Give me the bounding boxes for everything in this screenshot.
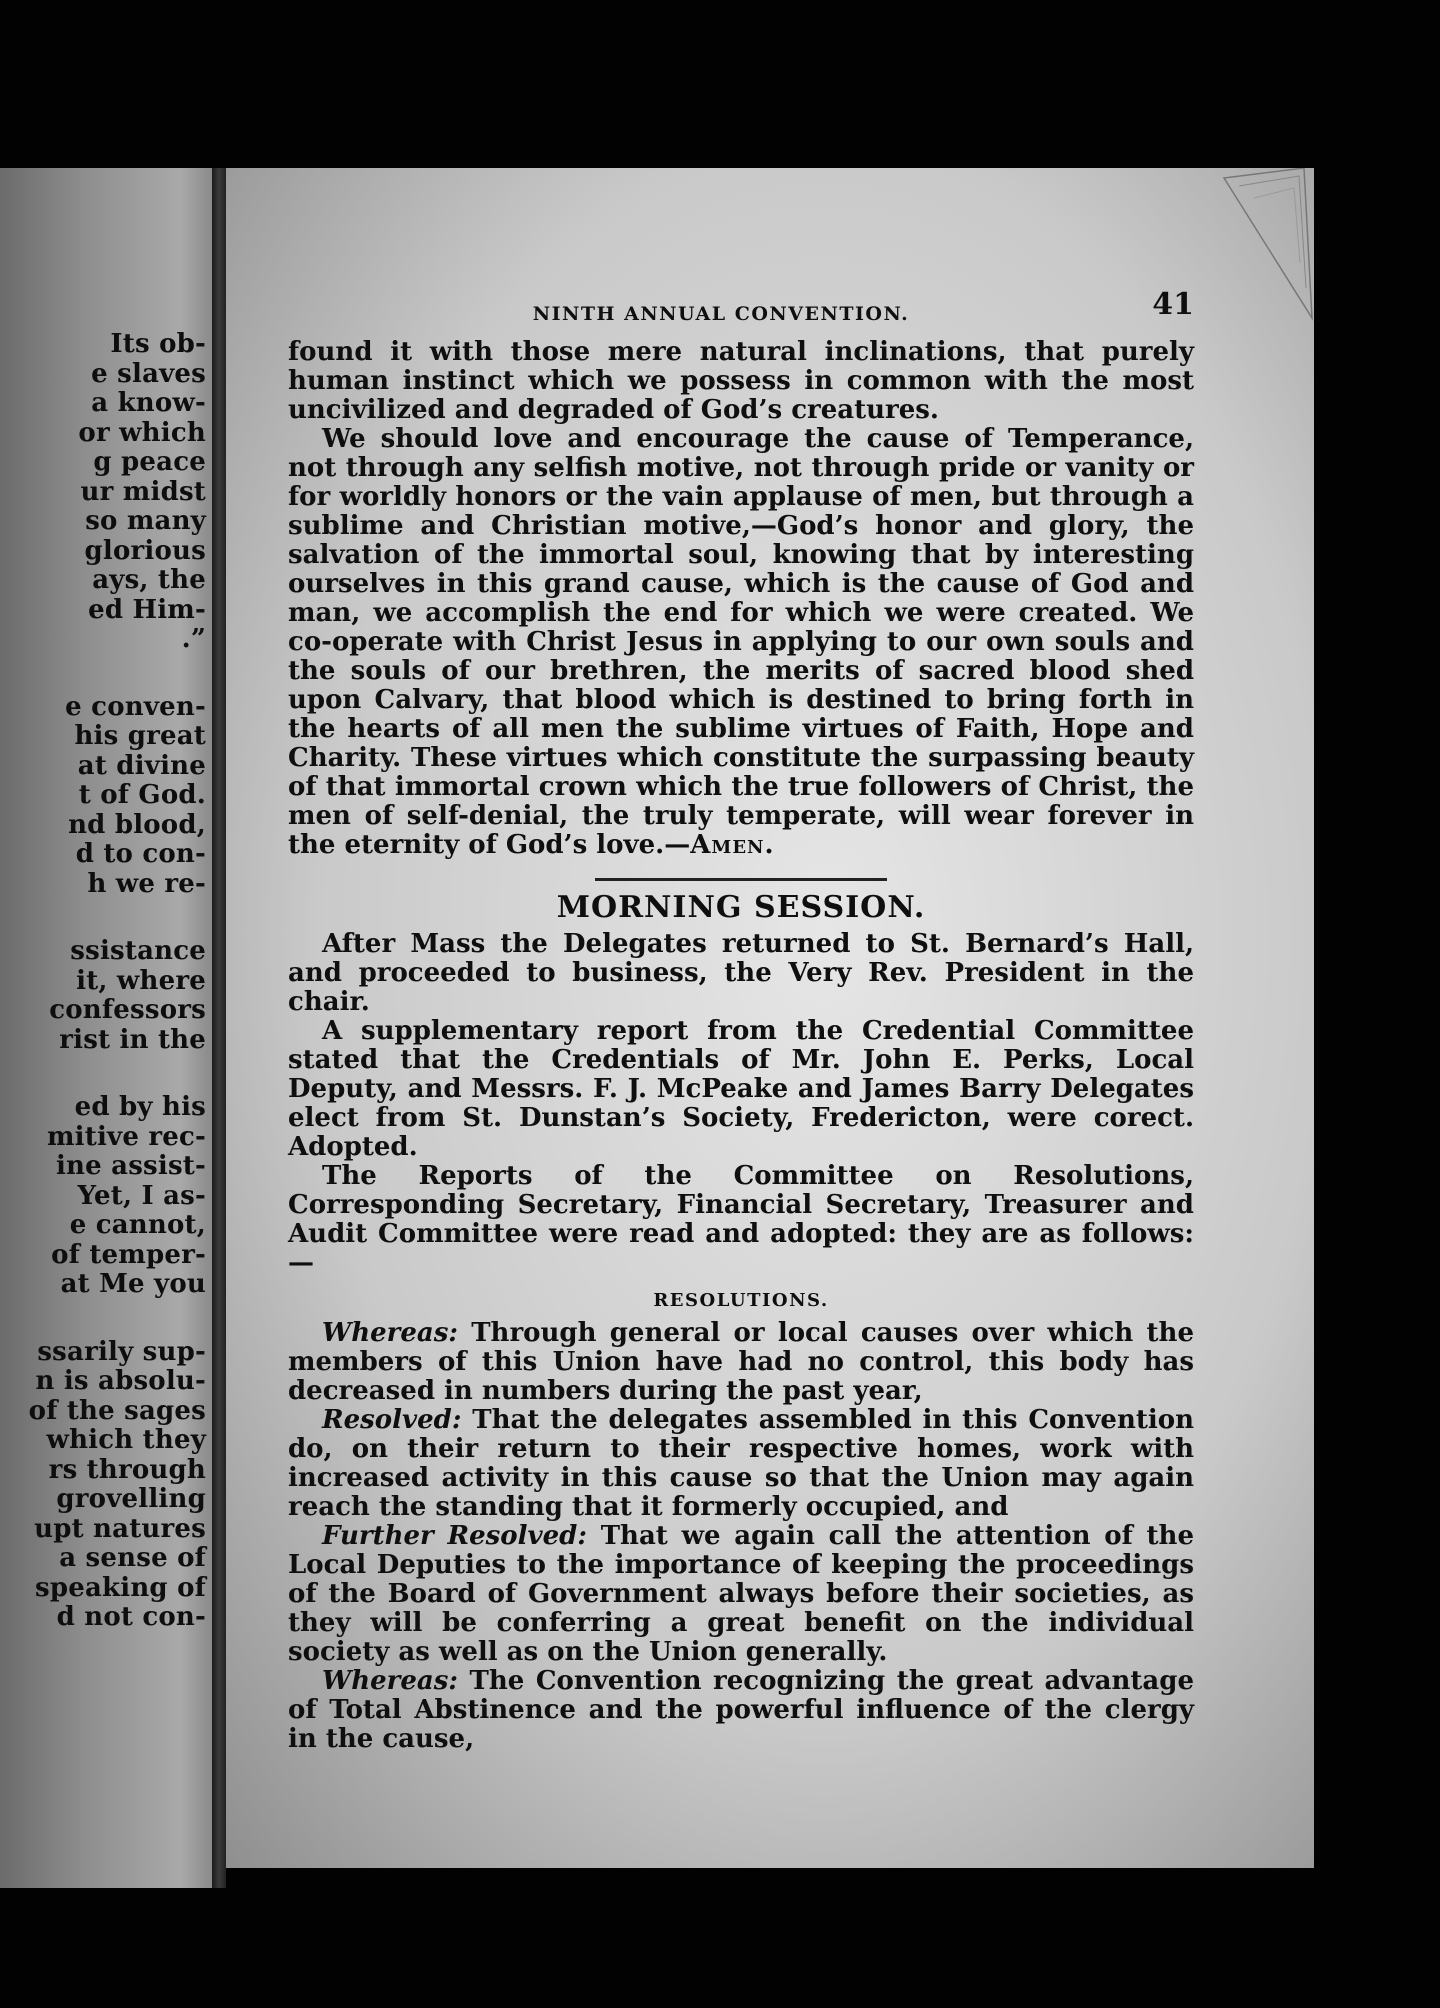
left-page-line: ed Him- <box>88 594 206 625</box>
paragraph-gap <box>0 1300 206 1338</box>
running-head <box>288 287 1194 336</box>
sermon-paragraph-1: found it with those mere natural inclinations, that purely human instinct which we possess in common with the most uncivilized and degraded of God’s creatures. <box>288 337 1194 425</box>
resolution-lead: Whereas: <box>322 1666 458 1696</box>
sermon-paragraph-2-text: We should love and encourage the cause of Temperance, not through any selfish motive, not through pride or vanity or for worldly honors or the vain applause of men, but through a sublime and Christian motive,—God’s honor and glory, the salvation of the immortal soul, knowing that by interesting ourselves in this grand cause, which is the cause of God and man, we accomplish the end for which we were created. We co-operate with Christ Jesus in applying to our own souls and the souls of our brethren, the merits of sacred blood shed upon Calvary, that blood which is destined to bring forth in the hearts of all men the sublime virtues of Faith, Hope and Charity. These virtues which constitute the surpassing beauty of that immortal crown which the true followers of Christ, the men of self-denial, the truly temperate, will wear forever in the eternity of God’s love.— <box>288 424 1194 860</box>
paragraph-gap <box>0 1055 206 1093</box>
left-page-line: at Me you <box>60 1269 206 1299</box>
resolution-lead: Whereas: <box>322 1318 458 1348</box>
left-page-line: rs through <box>48 1454 206 1485</box>
left-page-line: ine assist- <box>55 1151 206 1181</box>
paragraph-gap <box>0 899 206 937</box>
left-page-line: glorious <box>84 535 206 566</box>
left-page-line: e conven- <box>65 691 206 722</box>
left-page-line: grovelling <box>56 1484 206 1514</box>
left-page-line: n is absolu- <box>35 1366 206 1396</box>
left-page-line: d not con- <box>56 1602 206 1632</box>
resolution-text: That the delegates assembled in this Convention do, on their return to their respective homes, work with increased activity in this cause so that the Union may again reach the standing that it formerly occupied, and <box>288 1405 1194 1522</box>
left-page-line: Yet, I as- <box>77 1180 206 1211</box>
left-page-line: ays, the <box>92 565 206 595</box>
left-page-line: at divine <box>77 750 206 781</box>
left-page-line: of temper- <box>51 1239 206 1270</box>
left-page-line: e slaves <box>91 358 206 389</box>
left-page-line: ur midst <box>80 476 206 507</box>
left-page-line: g peace <box>93 447 206 477</box>
left-page-line: ed by his <box>74 1092 206 1122</box>
left-page-line: his great <box>74 721 206 751</box>
left-page-line: which they <box>46 1425 206 1455</box>
section-heading: MORNING SESSION. <box>556 890 926 925</box>
sermon-paragraph-2 <box>288 425 1194 860</box>
session-paragraph-3: The Reports of the Committee on Resolutions, Corresponding Secretary, Financial Secretary, Treasurer and Audit Committee were read and adopted: they are as follows:— <box>288 1161 1194 1278</box>
book-gutter <box>212 168 226 1888</box>
page-number: 41 <box>1152 287 1194 322</box>
resolution-text: Through general or local causes over which the members of this Union have had no control, this body has decreased in numbers during the past year, <box>288 1318 1194 1406</box>
left-page-line: so many <box>85 506 206 536</box>
section-divider <box>595 878 887 881</box>
left-page-line: nd blood, <box>68 809 206 840</box>
left-page-line: mitive rec- <box>46 1121 206 1152</box>
right-page <box>226 168 1314 1868</box>
resolution-item <box>288 1406 1194 1522</box>
left-page-line: ssarily sup- <box>37 1336 206 1367</box>
left-page-line: rist in the <box>59 1024 206 1055</box>
session-paragraph-2: A supplementary report from the Credential Committee stated that the Credentials of Mr. John E. Perks, Local Deputy, and Messrs. F. J. McPeake and James Barry Delegates elect from St. Dunstan’s Society, Fredericton, were corect. Adopted. <box>288 1016 1194 1162</box>
left-page-line: ssistance <box>70 936 206 966</box>
resolution-item <box>288 1667 1194 1754</box>
resolution-text: The Convention recognizing the great advantage of Total Abstinence and the powerful influence of the clergy in the cause, <box>288 1666 1194 1754</box>
left-page <box>0 168 212 1888</box>
resolution-item <box>288 1319 1194 1406</box>
amen-closing: Amen. <box>690 830 775 860</box>
page-body <box>288 287 1194 1754</box>
left-page-line: of the sages <box>28 1395 206 1426</box>
left-page-text-column <box>0 330 206 1633</box>
running-title: NINTH ANNUAL CONVENTION. <box>532 303 910 325</box>
left-page-line: t of God. <box>78 780 206 810</box>
left-page-line: d to con- <box>75 839 206 869</box>
left-page-line: speaking of <box>35 1572 206 1603</box>
left-page-line: h we re- <box>87 868 206 899</box>
corner-ornament-icon <box>1204 168 1314 328</box>
left-page-line: it, where <box>76 965 206 996</box>
resolution-lead: Further Resolved: <box>322 1521 587 1551</box>
left-page-line: or which <box>78 417 206 448</box>
resolution-lead: Resolved: <box>322 1405 462 1435</box>
resolution-item <box>288 1522 1194 1667</box>
session-paragraph-1: After Mass the Delegates returned to St. Bernard’s Hall, and proceeded to business, the Very Rev. President in the chair. <box>288 929 1194 1017</box>
left-page-line: .” <box>181 624 206 654</box>
paragraph-gap <box>0 655 206 693</box>
left-page-line: upt natures <box>34 1513 206 1544</box>
left-page-line: confessors <box>49 995 206 1025</box>
left-page-line: a sense of <box>59 1543 206 1573</box>
resolution-text: That we again call the attention of the Local Deputies to the importance of keeping the proceedings of the Board of Government always before their societies, as they will be conferring a great benefit on the individual society as well as on the Union generally. <box>288 1521 1194 1667</box>
resolutions-heading: RESOLUTIONS. <box>653 1290 829 1311</box>
left-page-line: Its ob- <box>110 329 206 359</box>
left-page-line: a know- <box>91 388 206 418</box>
left-page-line: e cannot, <box>69 1210 206 1240</box>
